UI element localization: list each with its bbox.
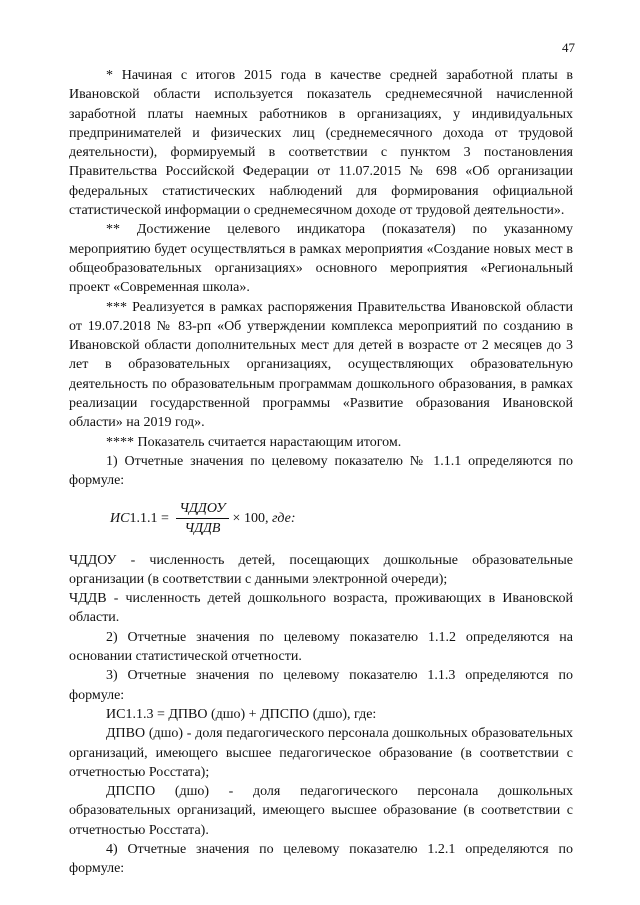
footnote-1: * Начиная с итогов 2015 года в качестве средней заработной платы в Ивановской области используется показатель среднемесячной начисленной заработной платы наемных работников в организациях, у индивидуальных предпринимателей и физических лиц (среднемесячного дохода от трудовой деятельности), формируемый в соответствии с пунктом 3 постановления Правительства Российской Федерации от 11.07.2015 № 698 «Об организации федеральных статистических наблюдений для формирования официальной статистической информации о среднемесячном доходе от трудовой деятельности». (69, 68, 573, 219)
formula-1-1-3: ИС1.1.3 = ДПВО (дшо) + ДПСПО (дшо), где: (106, 706, 377, 722)
formula-multiplier: × 100, (232, 510, 272, 526)
definition-dpvo: ДПВО (дшо) - доля педагогического персонала дошкольных образовательных организаций, имеющего высшее педагогическое образование (в соответствии с отчетностью Росстата); (69, 726, 573, 780)
formula-equals: = (157, 510, 173, 526)
formula-suffix: где: (271, 510, 296, 526)
definition-chddv: ЧДДВ - численность детей дошкольного возраста, проживающих в Ивановской области. (69, 591, 573, 626)
formula-lhs-number: 1.1.1 (129, 510, 158, 526)
formula-denominator: ЧДДВ (184, 521, 221, 537)
document-body (69, 66, 573, 879)
definition-chddou: ЧДДОУ - численность детей, посещающих дошкольные образовательные организации (в соответствии с данными электронной очереди); (69, 552, 573, 587)
footnote-3: *** Реализуется в рамках распоряжения Правительства Ивановской области от 19.07.2018 № 83-рп «Об утверждении комплекса мероприятий по созданию в Ивановской области дополнительных мест для детей в возрасте от 2 месяцев до 3 лет в образовательных организациях, осуществляющих образовательную деятельность по образовательным программам дошкольного образования, в рамках реализации государственной программы «Развитие образования Ивановской области» на 2019 год». (69, 299, 573, 431)
formula-lhs: ИС (110, 510, 130, 526)
formula-fraction (176, 500, 228, 537)
item-4-intro: 4) Отчетные значения по целевому показателю 1.2.1 определяются по формуле: (69, 841, 573, 877)
footnote-4: **** Показатель считается нарастающим итогом. (106, 434, 402, 450)
footnote-2: ** Достижение целевого индикатора (показателя) по указанному мероприятию будет осуществляться в рамках мероприятия «Создание новых мест в общеобразовательных организациях» основного мероприятия «Региональный проект «Современная школа». (69, 222, 573, 296)
item-1-intro: 1) Отчетные значения по целевому показателю № 1.1.1 определяются по формуле: (69, 453, 573, 489)
definition-dpspo: ДПСПО (дшо) - доля педагогического персонала дошкольных образовательных организаций, имеющего высшее образование (в соответствии с отчетностью Росстата). (69, 784, 573, 838)
formula-1-1-1 (110, 497, 573, 541)
item-3-intro: 3) Отчетные значения по целевому показателю 1.1.3 определяются по формуле: (69, 668, 573, 703)
page-number: 47 (562, 40, 575, 55)
item-2: 2) Отчетные значения по целевому показателю 1.1.2 определяются на основании статистической отчетности. (69, 629, 573, 665)
formula-numerator: ЧДДОУ (176, 500, 228, 519)
